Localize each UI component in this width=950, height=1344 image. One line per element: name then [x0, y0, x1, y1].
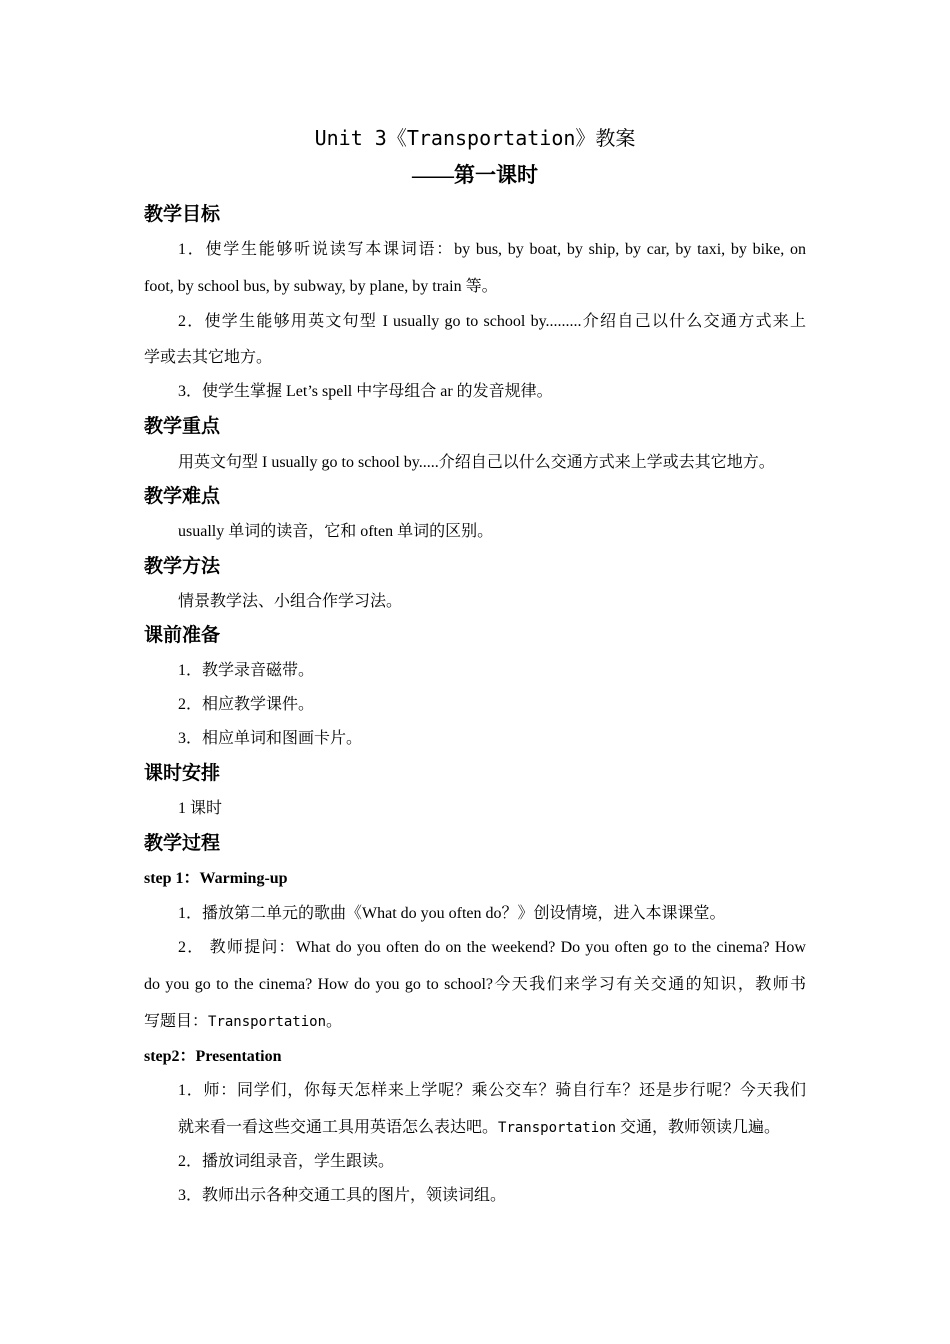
step1-item-1: 1．播放第二单元的歌曲《What do you often do？》创设情境，进入本课课堂。	[178, 905, 726, 922]
step1-item-2-line-1: 2． 教师提问：What do you often do on the weekend? Do you often go to the cinema? How	[178, 939, 806, 956]
step1-item-2-line-3-mono: Transportation	[208, 1014, 327, 1030]
heading-process: 教学过程	[144, 833, 221, 854]
goals-item-3: 3．使学生掌握 Let’s spell 中字母组合 ar 的发音规律。	[178, 383, 553, 400]
step1-item-2-line-3-prefix: 写题目：	[144, 1013, 209, 1030]
heading-methods: 教学方法	[144, 556, 221, 577]
difficulties-text: usually 单词的读音，它和 often 单词的区别。	[178, 523, 494, 540]
goals-item-2-line-2: 学或去其它地方。	[144, 349, 273, 366]
document-title: Unit 3《Transportation》教案	[314, 126, 636, 150]
step2-item-1-line-2-mono: Transportation	[498, 1120, 617, 1136]
goals-item-1-line-1: 1．使学生能够听说读写本课词语：by bus, by boat, by ship, by car, by taxi, by bike, on	[178, 241, 806, 258]
goals-item-1-line-2: foot, by school bus, by subway, by plane, by train 等。	[144, 278, 498, 295]
preparation-item-1: 1．教学录音磁带。	[178, 662, 315, 679]
heading-difficulties: 教学难点	[144, 486, 221, 507]
step1-title: step 1：Warming-up	[144, 870, 288, 887]
step1-item-2-line-3	[144, 1008, 342, 1031]
step2-item-3: 3．教师出示各种交通工具的图片，领读词组。	[178, 1187, 507, 1204]
step1-item-2-line-2: do you go to the cinema? How do you go to school?今天我们来学习有关交通的知识，教师书	[144, 976, 806, 993]
schedule-text: 1 课时	[178, 800, 223, 817]
preparation-item-2: 2．相应教学课件。	[178, 696, 315, 713]
step2-title: step2：Presentation	[144, 1048, 282, 1065]
step2-item-1-line-2-prefix: 就来看一看这些交通工具用英语怎么表达吧。	[178, 1119, 499, 1136]
step2-item-1-line-2	[178, 1114, 780, 1137]
heading-key-points: 教学重点	[144, 416, 221, 437]
step2-item-2: 2．播放词组录音，学生跟读。	[178, 1153, 395, 1170]
step2-item-1-line-1: 1．师：同学们，你每天怎样来上学呢？乘公交车？骑自行车？还是步行呢？今天我们	[178, 1082, 806, 1099]
step2-item-1-line-2-suffix: 交通，教师领读几遍。	[616, 1119, 781, 1136]
heading-goals: 教学目标	[144, 204, 221, 225]
key-points-text: 用英文句型 I usually go to school by.....介绍自己以什么交通方式来上学或去其它地方。	[178, 454, 775, 471]
methods-text: 情景教学法、小组合作学习法。	[178, 593, 403, 610]
step1-item-2-line-3-suffix: 。	[326, 1013, 343, 1030]
heading-preparation: 课前准备	[144, 625, 221, 646]
heading-schedule: 课时安排	[144, 763, 221, 784]
preparation-item-3: 3．相应单词和图画卡片。	[178, 730, 363, 747]
document-subtitle: ——第一课时	[412, 163, 538, 187]
goals-item-2-line-1: 2．使学生能够用英文句型 I usually go to school by.........介绍自己以什么交通方式来上	[178, 313, 806, 330]
